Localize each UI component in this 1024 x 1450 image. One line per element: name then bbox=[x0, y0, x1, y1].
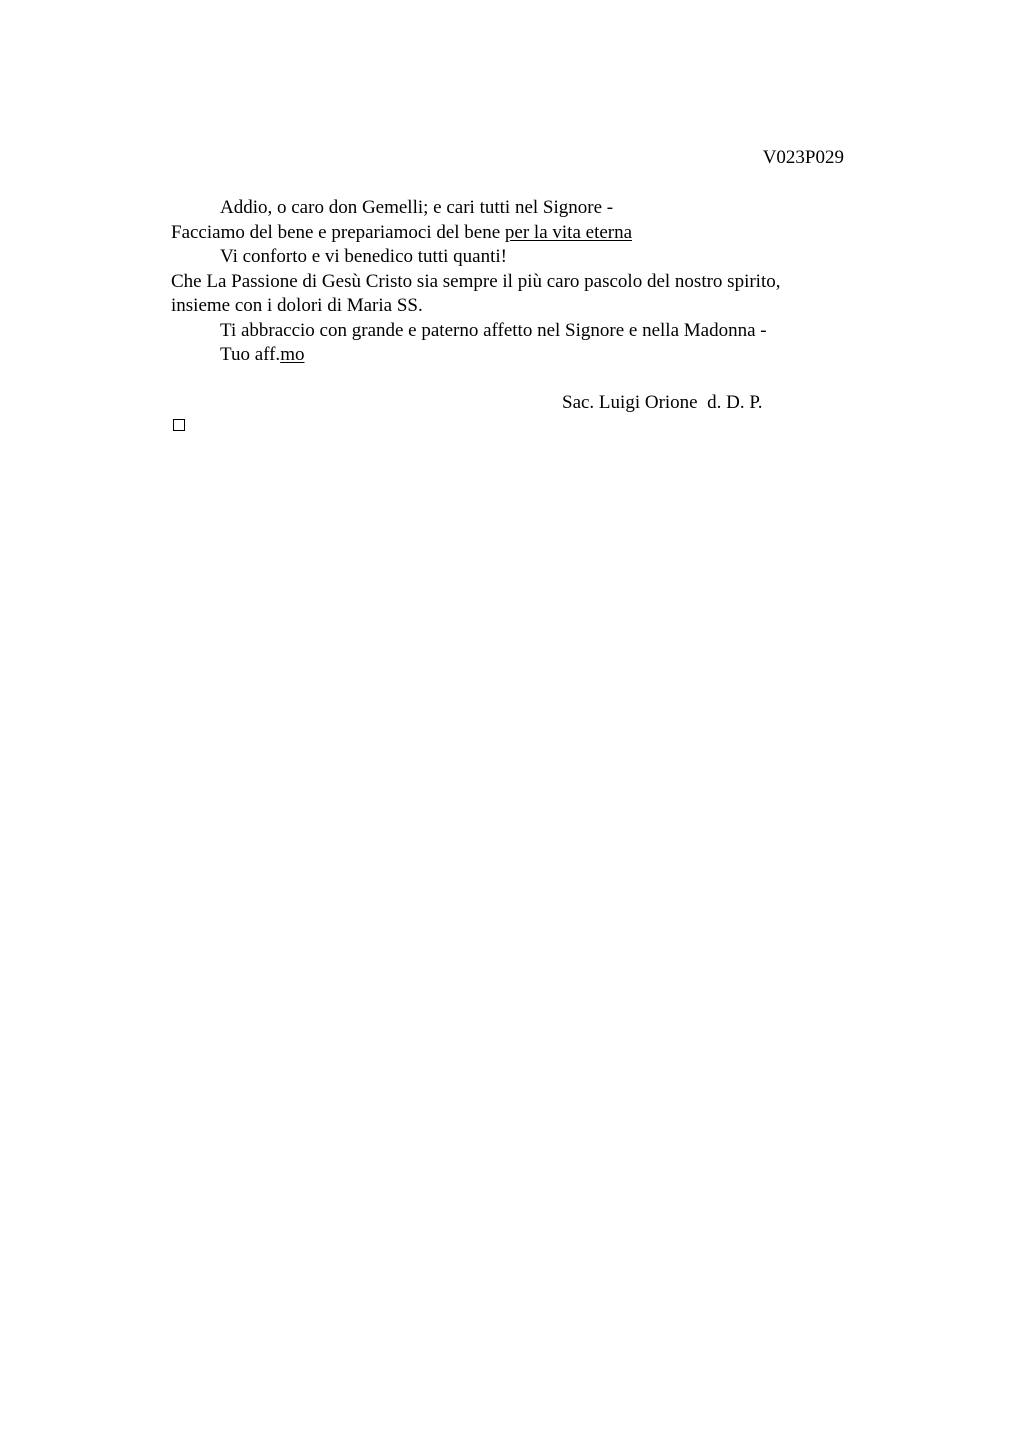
underlined-phrase: per la vita eterna bbox=[504, 221, 633, 243]
letter-line-embrace: Ti abbraccio con grande e paterno affetto nel Signore e nella Madonna - bbox=[220, 319, 767, 341]
letter-body bbox=[171, 196, 851, 368]
end-marker-box-icon bbox=[173, 419, 185, 431]
letter-closing bbox=[171, 343, 851, 368]
letter-line-passion: Che La Passione di Gesù Cristo sia sempre il più caro pascolo del nostro spirito, bbox=[171, 270, 781, 292]
letter-line-farewell: Addio, o caro don Gemelli; e cari tutti nel Signore - bbox=[220, 197, 614, 218]
letter-line-do-good-text: Facciamo del bene e prepariamoci del bene bbox=[171, 221, 505, 243]
letter-line-comfort: Vi conforto e vi benedico tutti quanti! bbox=[220, 246, 507, 267]
closing-text: Tuo aff. bbox=[220, 344, 281, 365]
letter-line-do-good bbox=[171, 221, 851, 246]
letter-line-sorrows: insieme con i dolori di Maria SS. bbox=[171, 295, 423, 316]
page-reference: V023P029 bbox=[762, 147, 844, 168]
closing-superscript: mo bbox=[280, 344, 305, 365]
signature: Sac. Luigi Orione d. D. P. bbox=[562, 392, 763, 413]
